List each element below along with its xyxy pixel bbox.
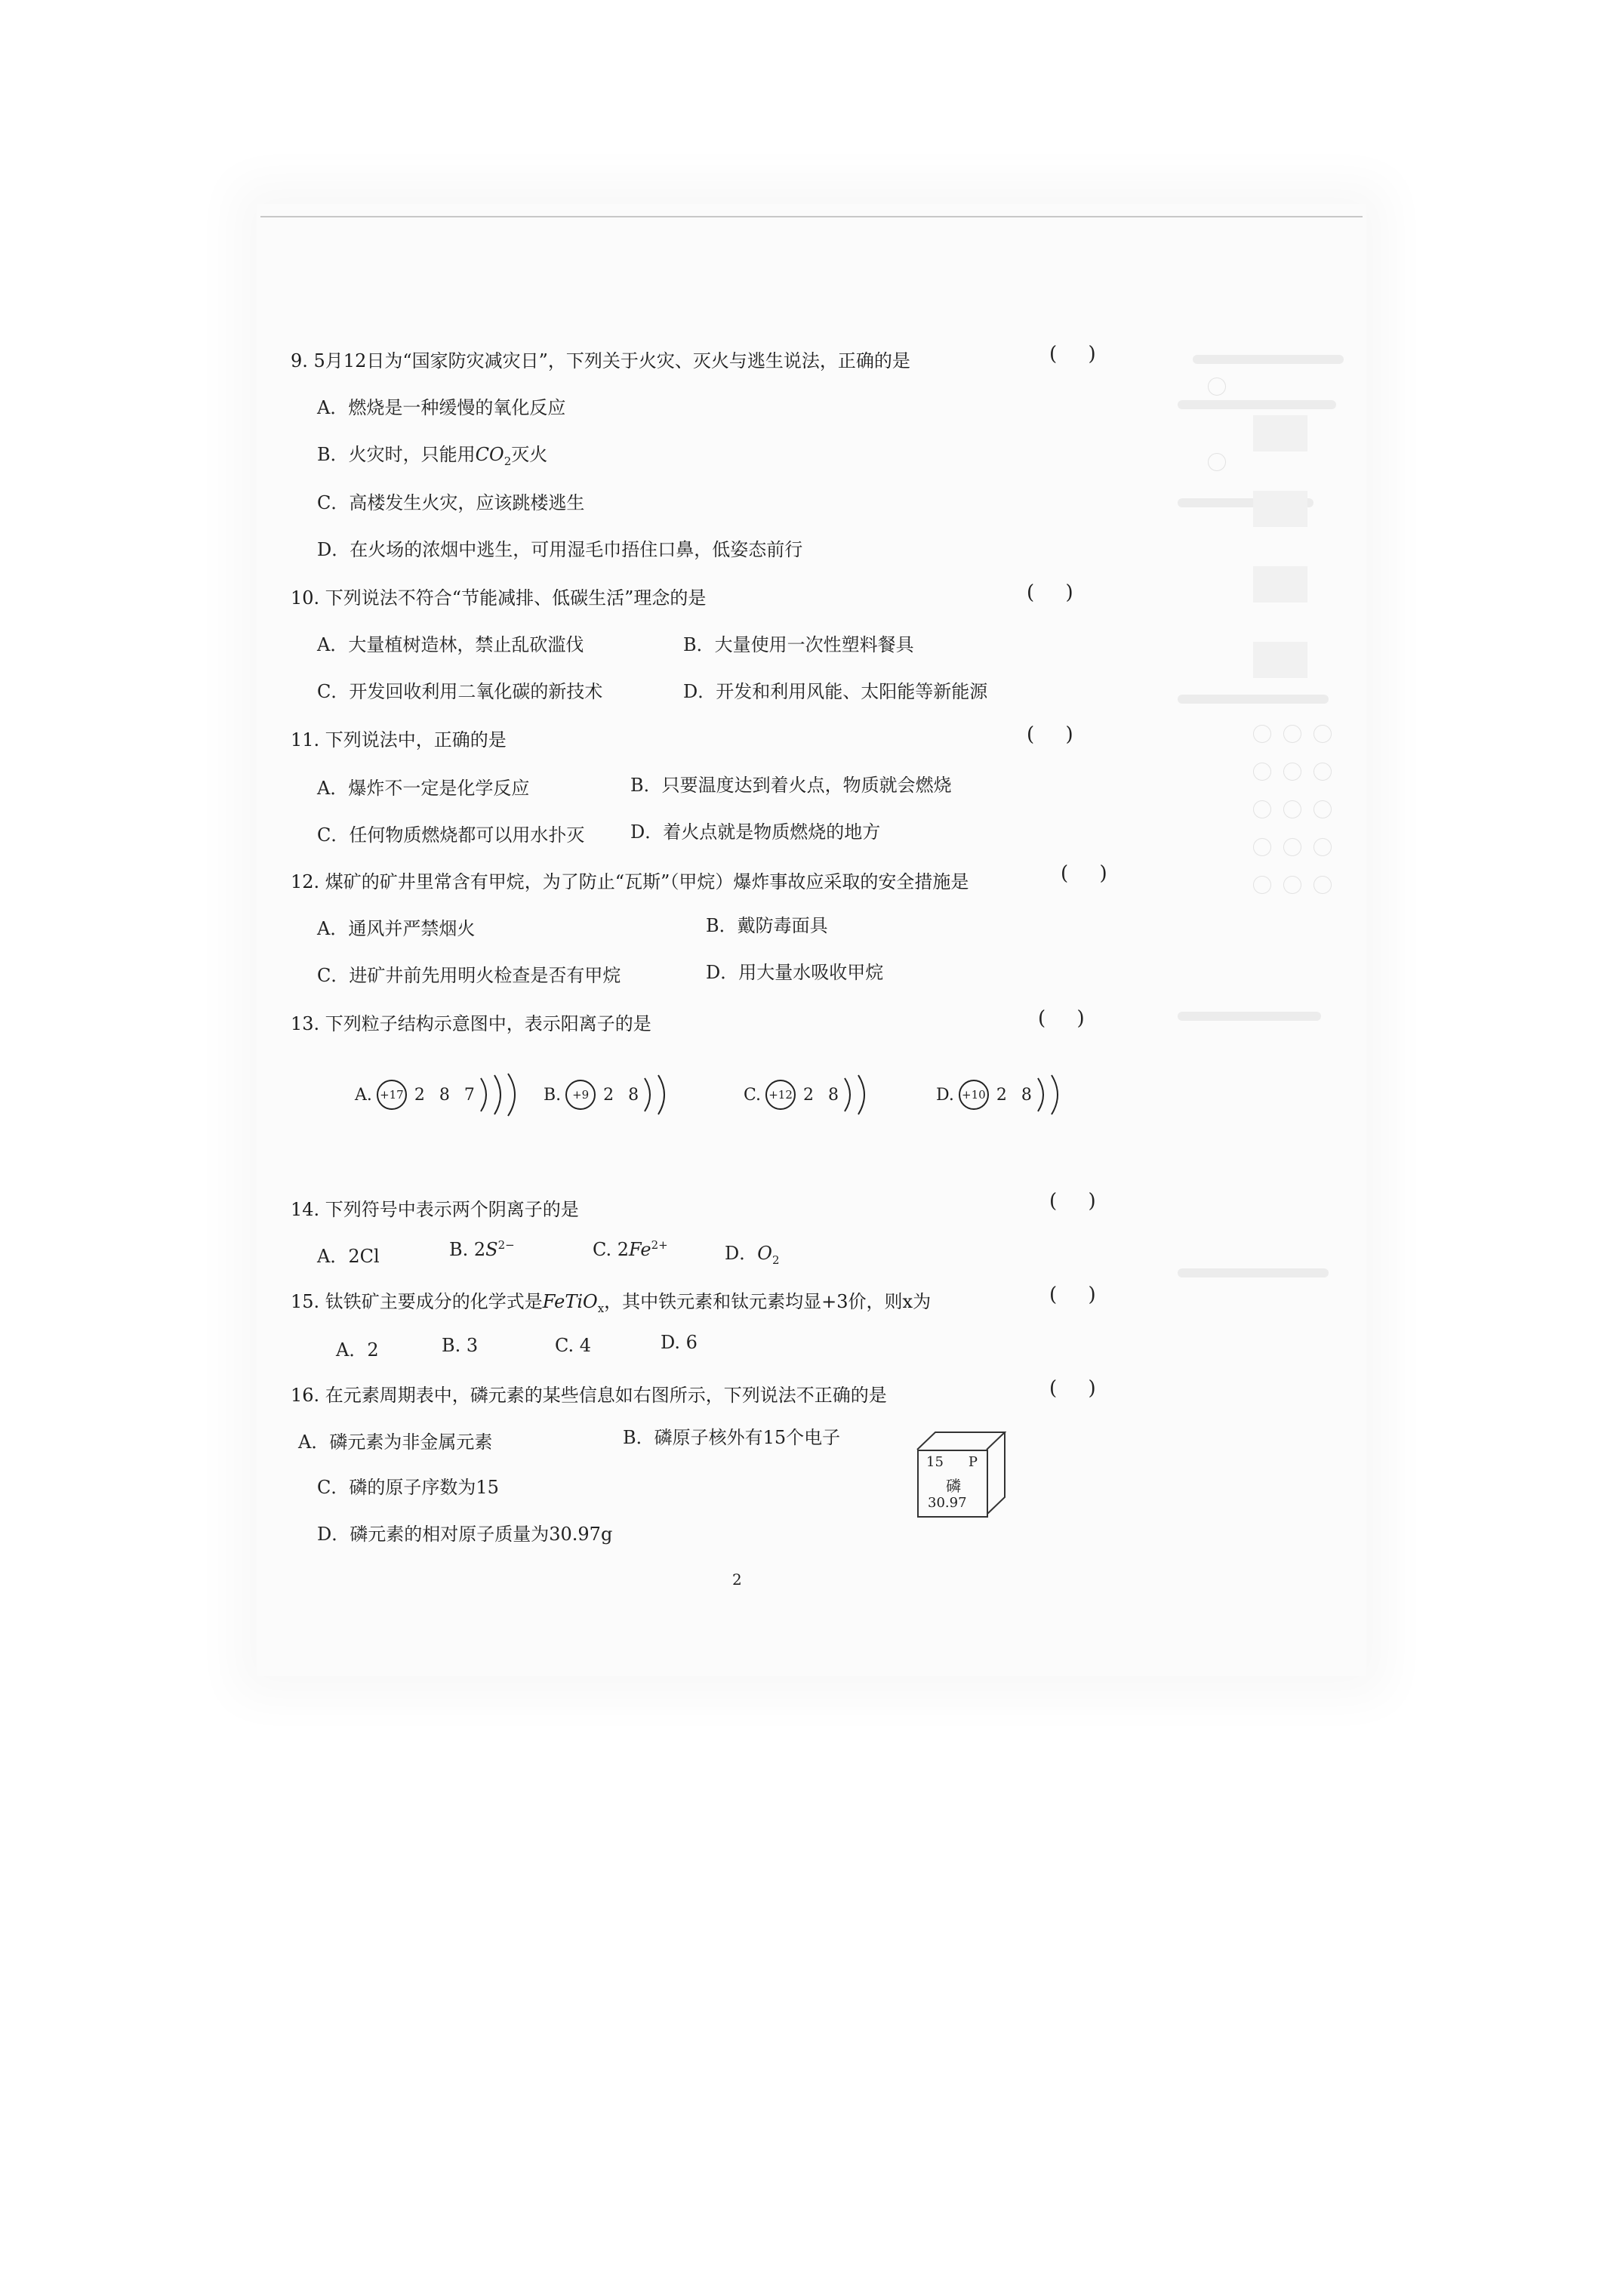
bleed-through-circle	[1253, 838, 1271, 856]
atom-diagram-d	[936, 1072, 1068, 1117]
shell-arcs-icon	[478, 1072, 523, 1117]
bleed-through-line	[1178, 1012, 1321, 1021]
question-14-option-c: C. $2Fe^{2+}$	[593, 1238, 668, 1260]
bleed-through-circle	[1253, 800, 1271, 818]
element-name: 磷	[946, 1477, 961, 1495]
question-10-stem: 10. 下列说法不符合“节能减排、低碳生活”理念的是	[291, 587, 707, 609]
question-11-answer-paren: ( )	[1027, 723, 1073, 746]
question-14-stem: 14. 下列符号中表示两个阴离子的是	[291, 1199, 579, 1220]
bleed-through-circle	[1283, 800, 1301, 818]
bleed-through-circle	[1313, 876, 1332, 894]
question-12-option-c: C．进矿井前先用明火检查是否有甲烷	[317, 965, 621, 986]
bleed-through-line	[1178, 695, 1329, 704]
question-15-answer-paren: ( )	[1049, 1284, 1096, 1306]
question-9-stem: 9. 5月12日为“国家防灾减灾日”，下列关于火灾、灭火与逃生说法，正确的是	[291, 350, 910, 371]
bleed-through-circle	[1283, 725, 1301, 743]
question-12-option-d: D．用大量水吸收甲烷	[706, 962, 884, 983]
bleed-through-circle	[1313, 725, 1332, 743]
electron-shells: 2 8	[996, 1085, 1036, 1105]
question-16-answer-paren: ( )	[1049, 1377, 1096, 1400]
question-9-option-b: B．火灾时，只能用$CO_2$灭火	[317, 444, 548, 468]
bleed-through-circle	[1283, 763, 1301, 781]
question-12-option-a: A．通风并严禁烟火	[317, 918, 476, 939]
element-card-phosphorus	[917, 1450, 988, 1518]
bleed-through-circle	[1283, 838, 1301, 856]
question-15-option-d: D. 6	[661, 1332, 698, 1353]
element-atomic-number: 15	[926, 1454, 944, 1470]
question-12-option-b: B．戴防毒面具	[706, 915, 828, 936]
bleed-through-circle	[1253, 876, 1271, 894]
question-11-option-c: C．任何物质燃烧都可以用水扑灭	[317, 824, 585, 846]
bleed-through-circle	[1313, 838, 1332, 856]
bleed-through-circle	[1208, 378, 1226, 396]
question-9-option-a: A．燃烧是一种缓慢的氧化反应	[317, 397, 566, 418]
element-symbol: P	[968, 1454, 978, 1470]
shell-arcs-icon	[642, 1072, 675, 1117]
nucleus: +17	[377, 1080, 407, 1110]
bleed-through-line	[1193, 355, 1344, 364]
question-10-option-c: C．开发回收利用二氧化碳的新技术	[317, 681, 603, 702]
exam-sheet	[257, 204, 1366, 1676]
question-10-option-d: D．开发和利用风能、太阳能等新能源	[683, 681, 988, 702]
electron-shells: 2 8	[603, 1085, 644, 1105]
shell-arcs-icon	[1035, 1072, 1068, 1117]
question-13-answer-paren: ( )	[1038, 1007, 1085, 1030]
question-14-option-a: A．2Cl	[317, 1246, 380, 1267]
page-number: 2	[732, 1570, 742, 1589]
shell-arcs-icon	[842, 1072, 875, 1117]
question-14-option-b: B. $2S^{2-}$	[449, 1238, 515, 1260]
bleed-through-circle	[1253, 725, 1271, 743]
question-16-option-b: B．磷原子核外有15个电子	[623, 1427, 841, 1448]
question-16-option-c: C．磷的原子序数为15	[317, 1477, 499, 1498]
atom-diagram-b	[544, 1072, 675, 1117]
bleed-through-circle	[1253, 763, 1271, 781]
atom-diagram-a	[355, 1072, 523, 1117]
question-15-option-a: A．2	[336, 1339, 379, 1361]
question-11-option-d: D．着火点就是物质燃烧的地方	[630, 821, 881, 843]
bleed-through-circle	[1208, 453, 1226, 471]
bleed-through-line	[1178, 1268, 1329, 1277]
atom-label: C.	[744, 1085, 762, 1105]
question-9-option-d: D．在火场的浓烟中逃生，可用湿毛巾捂住口鼻，低姿态前行	[317, 539, 803, 560]
seal-box	[1253, 491, 1307, 527]
nucleus: +10	[959, 1080, 989, 1110]
question-14-answer-paren: ( )	[1049, 1190, 1096, 1213]
nucleus: +12	[765, 1080, 796, 1110]
bleed-through-circle	[1313, 800, 1332, 818]
electron-shells: 2 8	[803, 1085, 844, 1105]
electron-shells: 2 8 7	[414, 1085, 479, 1105]
question-13-stem: 13. 下列粒子结构示意图中，表示阳离子的是	[291, 1013, 651, 1034]
question-11-stem: 11. 下列说法中，正确的是	[291, 729, 507, 750]
seal-box	[1253, 642, 1307, 678]
question-10-option-b: B．大量使用一次性塑料餐具	[683, 634, 914, 655]
question-10-answer-paren: ( )	[1027, 581, 1073, 604]
bleed-through-line	[1178, 400, 1336, 409]
bleed-through-circle	[1313, 763, 1332, 781]
atom-label: D.	[936, 1085, 954, 1105]
question-15-option-b: B. 3	[442, 1335, 479, 1356]
question-16-option-d: D．磷元素的相对原子质量为30.97g	[317, 1524, 613, 1545]
question-14-option-d: D．$O_2$	[725, 1243, 780, 1267]
question-16-option-a: A．磷元素为非金属元素	[298, 1432, 493, 1453]
question-15-stem: 15. 钛铁矿主要成分的化学式是FeTiO$_x$，其中铁元素和钛元素均显+3价，则x为	[291, 1291, 932, 1315]
question-11-option-b: B．只要温度达到着火点，物质就会燃烧	[630, 775, 952, 796]
question-12-answer-paren: ( )	[1061, 862, 1107, 885]
bleed-through-circle	[1283, 876, 1301, 894]
atom-label: B.	[544, 1085, 562, 1105]
question-15-option-c: C. 4	[555, 1335, 592, 1356]
question-9-option-c: C．高楼发生火灾，应该跳楼逃生	[317, 492, 585, 513]
seal-box	[1253, 566, 1307, 603]
nucleus: +9	[565, 1080, 596, 1110]
element-atomic-mass: 30.97	[928, 1495, 967, 1511]
question-11-option-a: A．爆炸不一定是化学反应	[317, 778, 530, 799]
atom-label: A.	[355, 1085, 372, 1105]
top-rule	[260, 216, 1363, 217]
question-16-stem: 16. 在元素周期表中，磷元素的某些信息如右图所示，下列说法不正确的是	[291, 1385, 887, 1406]
question-9-answer-paren: ( )	[1049, 343, 1096, 365]
question-10-option-a: A．大量植树造林，禁止乱砍滥伐	[317, 634, 584, 655]
question-12-stem: 12. 煤矿的矿井里常含有甲烷，为了防止“瓦斯”（甲烷）爆炸事故应采取的安全措施是	[291, 871, 969, 892]
ilmenite-formula: FeTiO	[542, 1291, 598, 1312]
atom-diagram-c	[744, 1072, 875, 1117]
seal-box	[1253, 415, 1307, 451]
